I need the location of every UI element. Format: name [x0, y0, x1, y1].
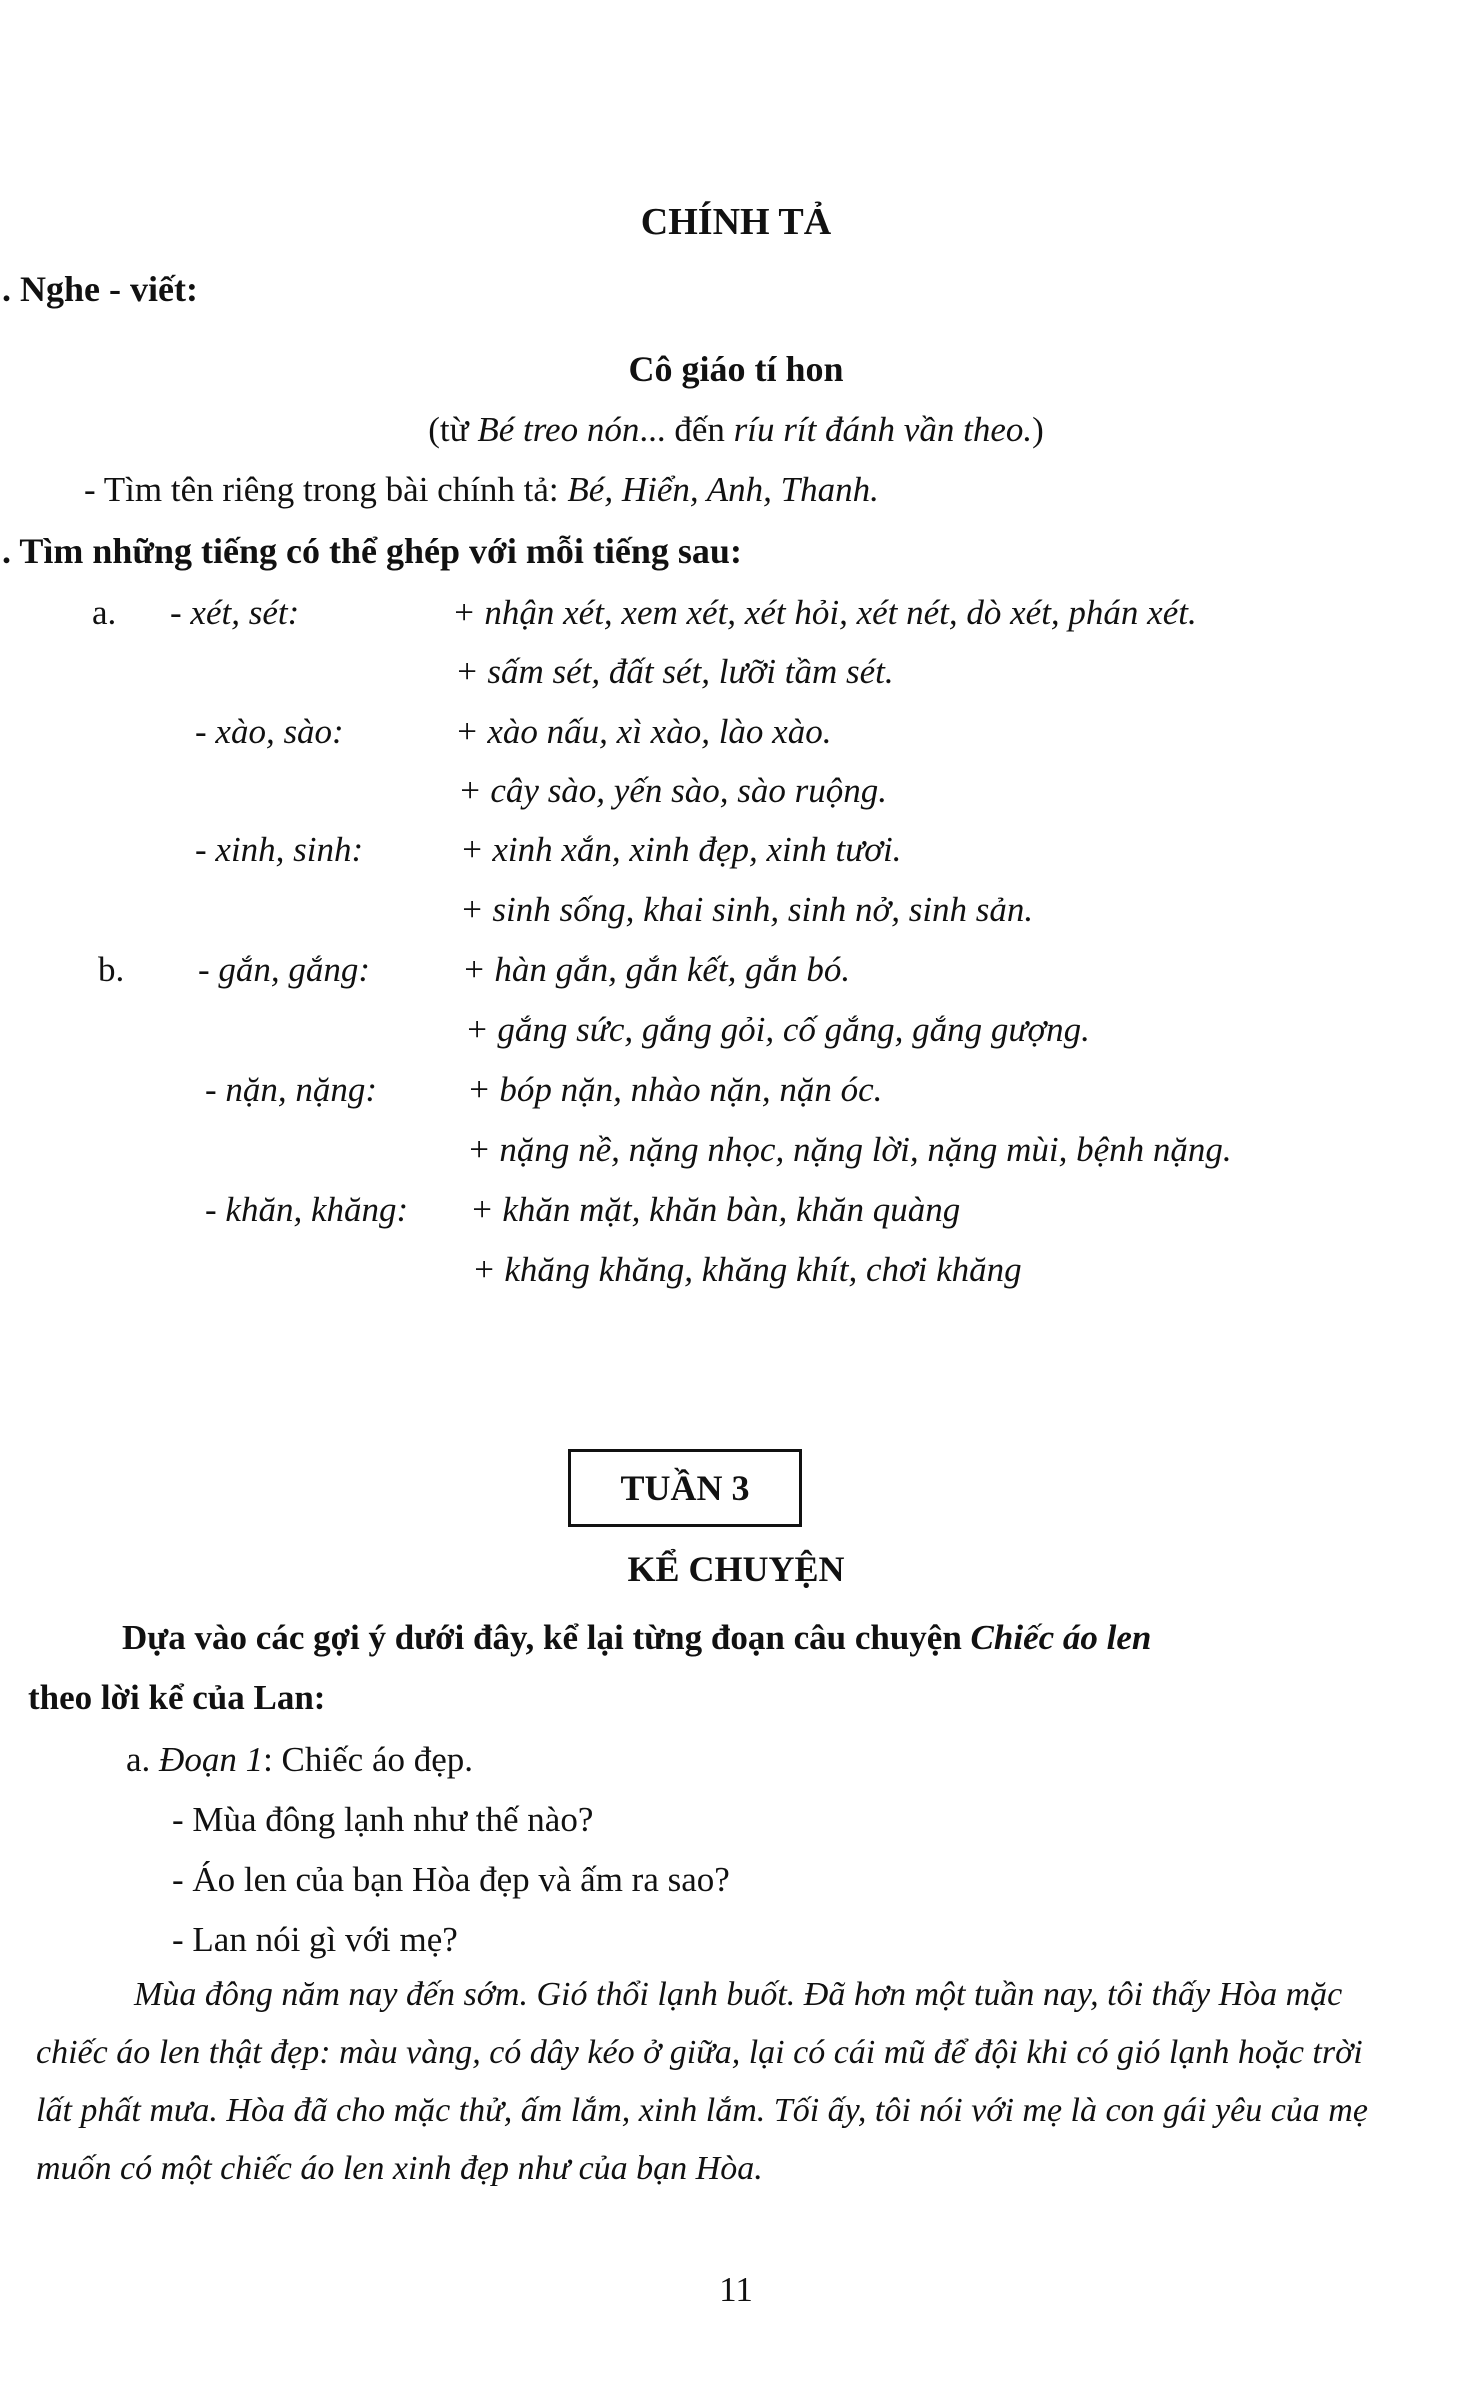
story-paragraph: Mùa đông năm nay đến sớm. Gió thổi lạnh buốt. Đã hơn một tuần nay, tôi thấy Hòa mặc chiếc áo len thật đẹp: màu vàng, có dây kéo ở giữa, lại có cái mũ để đội khi có gió lạnh hoặc trời lất phất mưa. Hòa đã cho mặc thử, ấm lắm, xinh lắm. Tối ấy, tôi nói với mẹ là con gái yêu của mẹ muốn có một chiếc áo len xinh đẹp như của bạn Hòa. — [36, 1976, 1368, 2187]
exercise-key: - xinh, sinh: — [195, 830, 364, 869]
exercise-answer: + bóp nặn, nhào nặn, nặn óc. — [467, 1070, 883, 1109]
exercise-label: a. — [92, 593, 117, 632]
exercise-key: - khăn, khăng: — [205, 1190, 409, 1229]
exercise-answer: + xào nấu, xì xào, lào xào. — [455, 712, 832, 751]
exercise-answer: + nặng nề, nặng nhọc, nặng lời, nặng mùi, bệnh nặng. — [467, 1130, 1232, 1169]
part-heading: a. Đoạn 1: Chiếc áo đẹp. — [126, 1740, 474, 1779]
exercise-answer: + khăng khăng, khăng khít, chơi khăng — [472, 1250, 1022, 1289]
section-heading-chinh-ta: CHÍNH TẢ — [640, 201, 832, 243]
page-number: 11 — [719, 2270, 753, 2309]
exercise-key: - xét, sét: — [170, 593, 300, 632]
item-2-label: . Tìm những tiếng có thể ghép với mỗi tiếng sau: — [2, 531, 742, 571]
exercise-key: - xào, sào: — [195, 712, 344, 751]
week-label: TUẦN 3 — [620, 1468, 750, 1508]
question-item: - Mùa đông lạnh như thế nào? — [172, 1800, 594, 1839]
exercise-answer: + cây sào, yến sào, sào ruộng. — [458, 771, 887, 810]
question-item: - Áo len của bạn Hòa đẹp và ấm ra sao? — [172, 1860, 730, 1899]
exercise-answer: + nhận xét, xem xét, xét hỏi, xét nét, dò xét, phán xét. — [452, 593, 1197, 632]
exercise-key: - gắn, gắng: — [198, 950, 371, 989]
section-heading-ke-chuyen: KỂ CHUYỆN — [627, 1549, 845, 1589]
exercise-key: - nặn, nặng: — [205, 1070, 378, 1109]
exercise-answer: + hàn gắn, gắn kết, gắn bó. — [462, 950, 851, 989]
exercise-answer: + sấm sét, đất sét, lưỡi tầm sét. — [455, 652, 894, 691]
exercise-answer: + xinh xắn, xinh đẹp, xinh tươi. — [460, 830, 902, 869]
lesson-range: (từ Bé treo nón... đến ríu rít đánh vần theo.) — [428, 410, 1044, 449]
exercise-answer: + khăn mặt, khăn bàn, khăn quàng — [470, 1190, 961, 1229]
item-1-label: . Nghe - viết: — [2, 269, 198, 309]
lesson-title: Cô giáo tí hon — [628, 349, 844, 389]
question-item: - Lan nói gì với mẹ? — [172, 1920, 458, 1959]
week-box — [568, 1449, 802, 1527]
exercise-label: b. — [98, 950, 125, 989]
prompt-line-1: Dựa vào các gợi ý dưới đây, kể lại từng đoạn câu chuyện Chiếc áo len — [122, 1618, 1152, 1657]
proper-names-line: - Tìm tên riêng trong bài chính tả: Bé, Hiển, Anh, Thanh. — [84, 470, 879, 509]
exercise-answer: + sinh sống, khai sinh, sinh nở, sinh sản. — [460, 890, 1034, 929]
prompt-line-2: theo lời kể của Lan: — [28, 1678, 326, 1717]
exercise-answer: + gắng sức, gắng gỏi, cố gắng, gắng gượng. — [465, 1010, 1090, 1049]
